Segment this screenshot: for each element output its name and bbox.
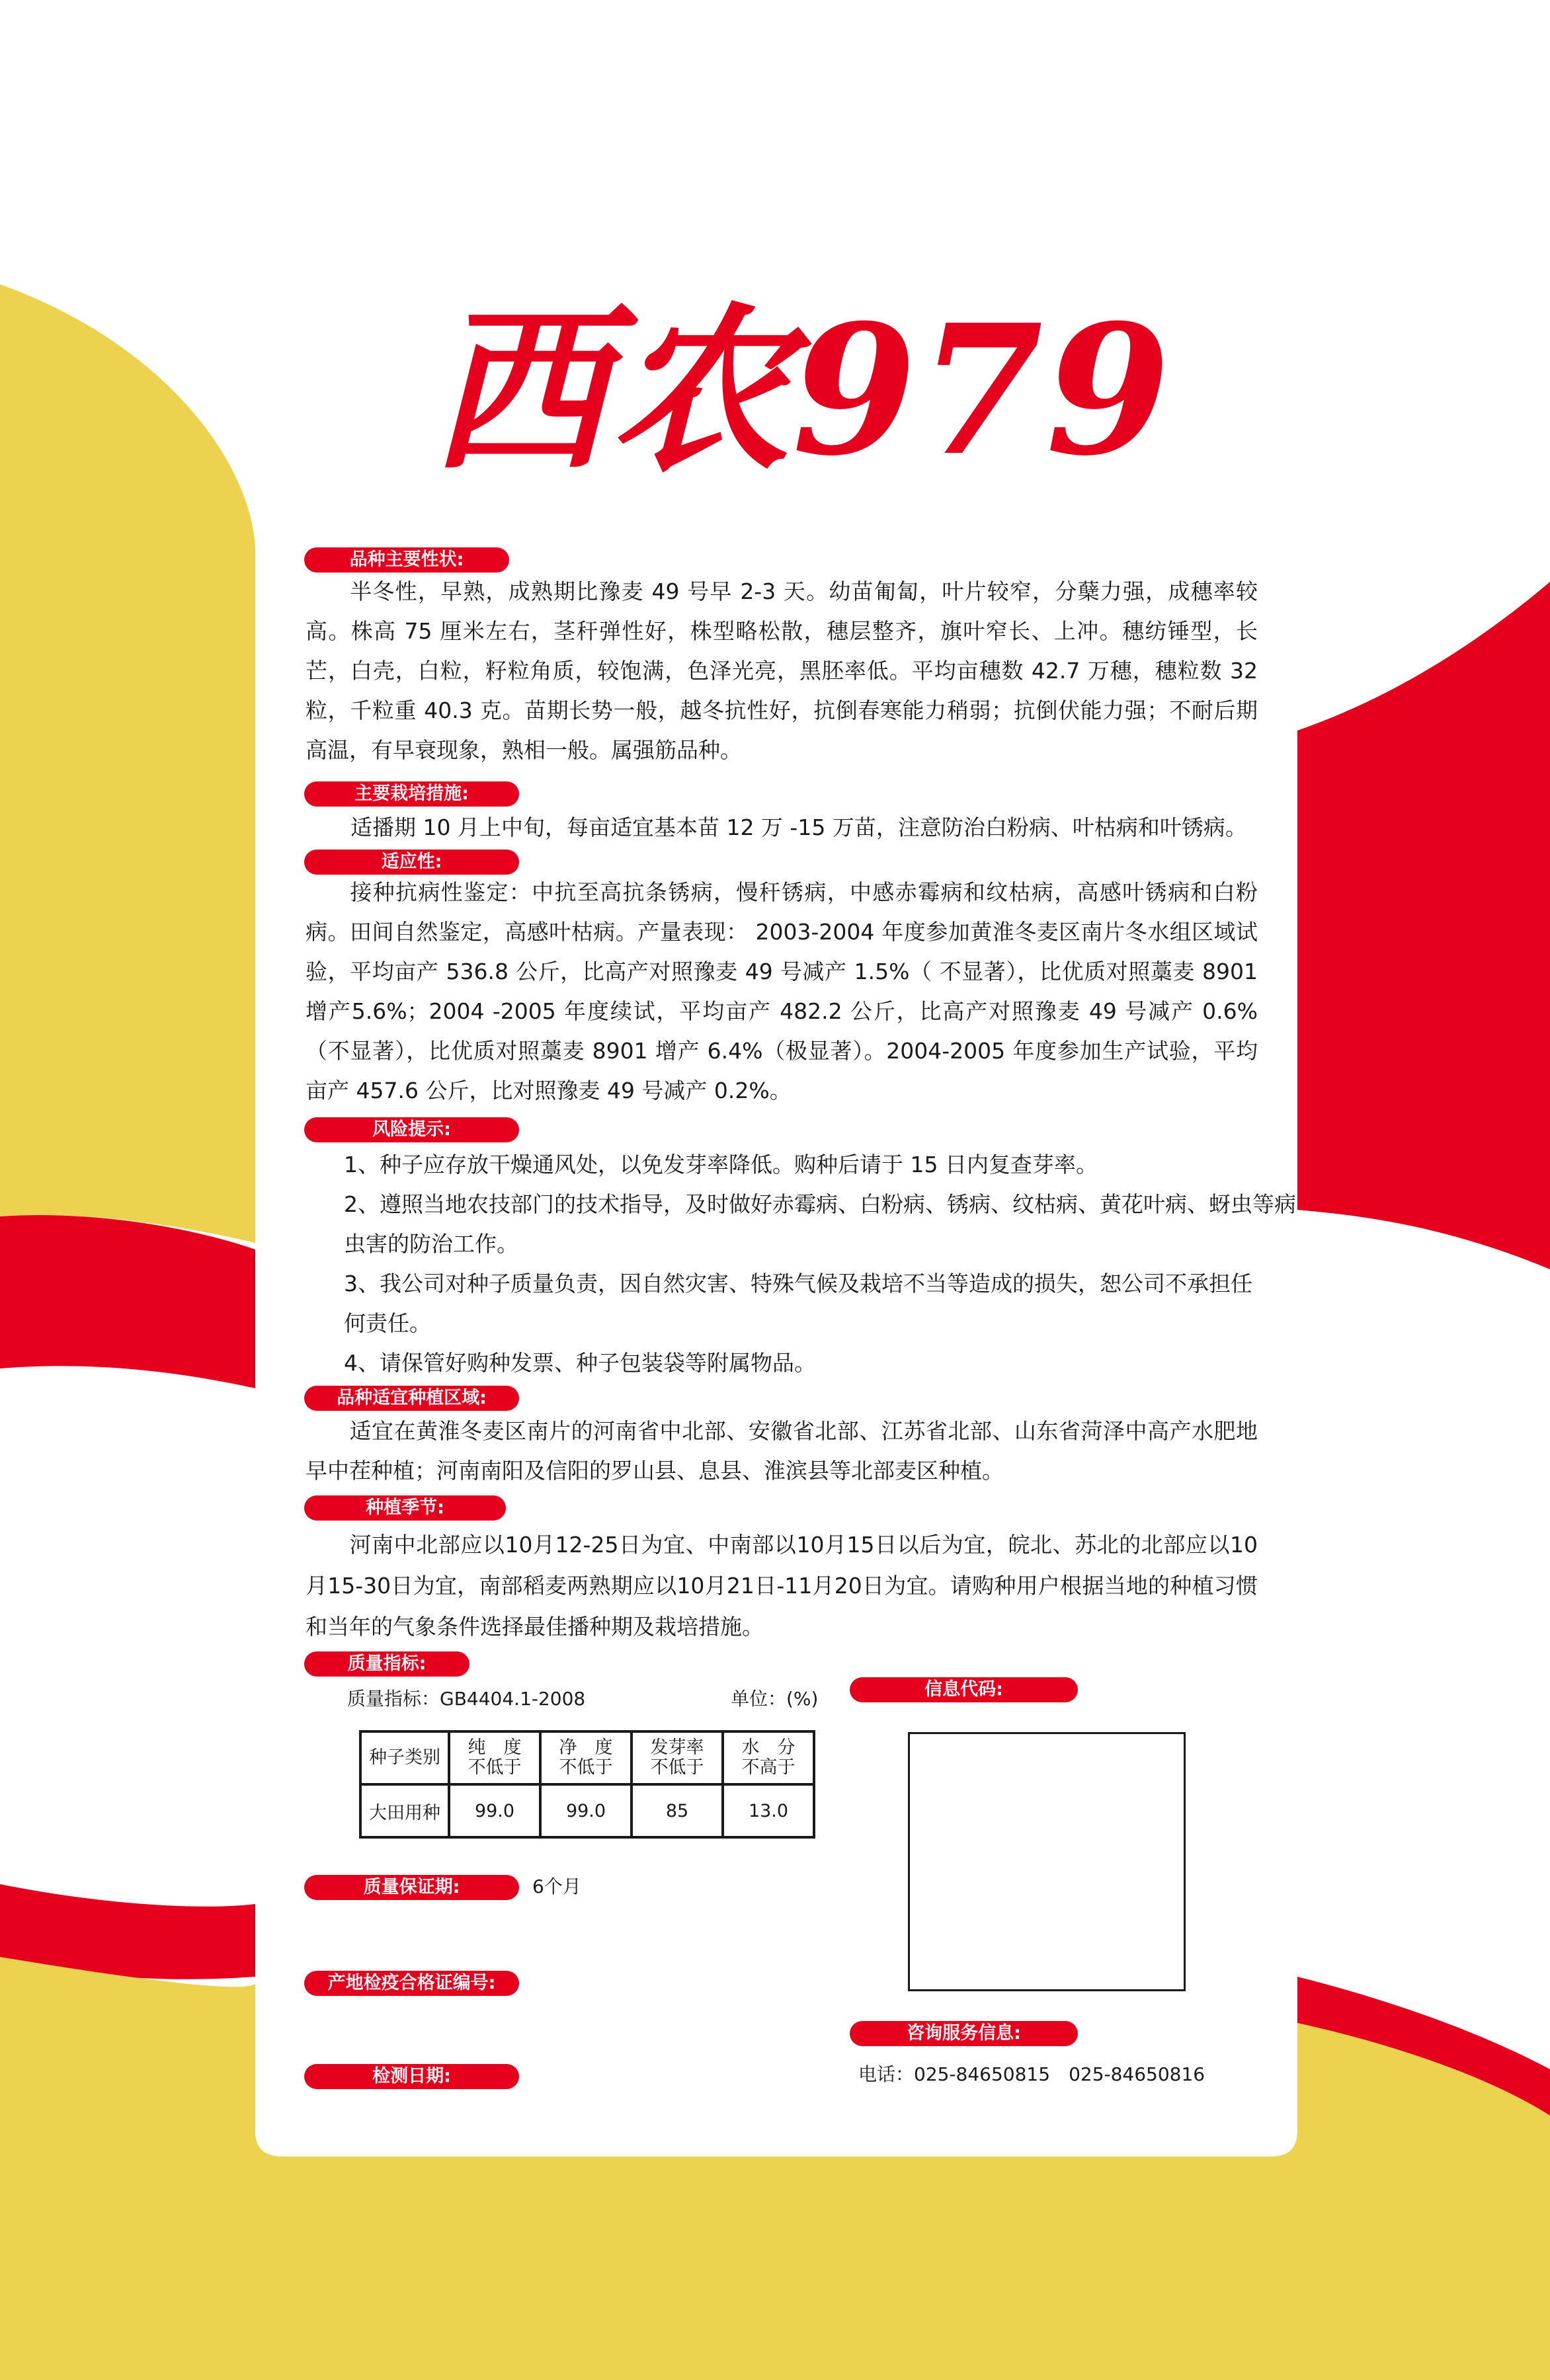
season-text [306,1525,1258,1647]
header-sub: 不低于 [559,1757,613,1778]
quality-table-cell: 13.0 [723,1784,814,1837]
header-name: 水 分 [741,1737,795,1758]
yellow-swoosh-left [0,284,255,1243]
risk-item: 虫害的防治工作。 [344,1231,518,1257]
quality-table-cell: 99.0 [540,1784,632,1837]
adaptability-text [306,873,1258,1111]
season-line: 和当年的气象条件选择最佳播种期及栽培措施。 [306,1614,764,1640]
quality-table-corner: 种子类别 [360,1731,449,1784]
service-phone: 电话：025-84650815 025-84650816 [858,2063,1205,2085]
traits-line: 一般。属强筋品种。 [546,737,742,763]
quality-table-row [360,1784,814,1837]
quality-standard: 质量指标：GB4404.1-2008 [347,1688,586,1710]
section-label-quarantine: 产地检疫合格证编号: [304,1971,519,1996]
risk-item: 4、请保管好购种发票、种子包装袋等附属物品。 [344,1350,816,1376]
section-label-adaptability: 适应性: [304,850,519,875]
section-label-region: 品种适宜种植区域: [304,1386,519,1411]
season-line: 月15-30日为宜，南部稻麦两熟期应以10月21日-11月20日为宜。请购种用户根据当地的种植习惯 [306,1573,1258,1599]
red-swoosh-right [1297,582,1550,1269]
adaptability-line: 比对照豫麦 49 号减产 0.2%。 [491,1078,792,1103]
quality-table [359,1730,815,1839]
adaptability-line: 比优质对照藁麦 8901 增产 6.4%（极显著）。2004-2005 年度参加生产试验，平均亩产 457.6 公斤， [306,1038,1258,1103]
risk-item: 1、种子应存放干燥通风处，以免发芽率降低。购种后请于 15 日内复查芽率。 [344,1152,1098,1177]
quality-table-header-cell [723,1731,814,1784]
section-label-traits: 品种主要性状: [304,547,509,573]
info-code-box [908,1732,1186,1991]
header-sub: 不低于 [468,1757,522,1778]
region-line: 适宜在黄淮冬麦区南片的河南省中北部、安徽省北部、江苏省北部、山东省菏泽中高产水肥 [349,1418,1236,1444]
section-label-season: 种植季节: [304,1495,506,1521]
region-text [306,1411,1258,1491]
risk-item: 何责任。 [344,1310,431,1336]
adaptability-line: 5.6%；2004 -2005 年度续试，平均亩产 482.2 公斤，比高产对照豫麦 49 号减产 0.6%（不显著）， [306,998,1258,1064]
section-label-info-code: 信息代码: [850,1677,1078,1702]
traits-line: 期长势一般，越冬抗性好，抗倒春寒能力稍弱；抗倒伏能力强；不耐后期高温，有早衰现象，熟相 [306,697,1258,763]
risk-item: 3、我公司对种子质量负责，因自然灾害、特殊气候及栽培不当等造成的损失，恕公司不承担任 [344,1271,1252,1296]
cultivation-text: 适播期 10 月上中旬，每亩适宜基本苗 12 万 -15 万苗，注意防治白粉病、叶枯病和叶锈病。 [350,814,1247,840]
section-label-test-date: 检测日期: [304,2064,519,2089]
section-label-cultivation: 主要栽培措施: [304,781,519,807]
quality-table-header-cell [632,1731,723,1784]
adaptability-line: 接种抗病性鉴定：中抗至高抗条锈病，慢秆锈病，中感赤霉病和纹枯病，高感叶锈病和白粉病。 [306,879,1258,945]
header-sub: 不低于 [650,1757,704,1778]
region-line: 地早中茬种植；河南南阳及信阳的罗山县、息县、淮滨县等北部麦区种植。 [306,1418,1258,1484]
traits-line: 高 75 厘米左右，茎秆弹性好，株型略松散，穗层整齐，旗叶窄长、上冲。穗纺锤型，长芒，白壳，白粒， [306,618,1258,684]
traits-line: 半冬性，早熟，成熟期比豫麦 49 号早 2-3 天。幼苗匍匐，叶片较窄，分蘖力强，成穗率较高。株 [306,578,1258,644]
red-swoosh-left [0,1215,255,1388]
section-label-warranty: 质量保证期: [304,1875,519,1900]
quality-table-cell: 85 [632,1784,723,1837]
quality-table-header-row [360,1731,814,1784]
header-sub: 不高于 [741,1757,795,1778]
section-label-quality: 质量指标: [304,1651,469,1677]
quality-table-row-label: 大田用种 [360,1784,449,1837]
header-name: 发芽率 [650,1737,704,1758]
season-line: 河南中北部应以10月12-25日为宜、中南部以10月15日以后为宜，皖北、苏北的北部应以10 [349,1532,1258,1558]
quality-table-cell: 99.0 [449,1784,540,1837]
header-name: 纯 度 [468,1737,522,1758]
adaptability-line: 田间自然鉴定，高感叶枯病。产量表现： 2003-2004 年度参加黄淮冬麦区南片冬水组区域试验，平 [306,919,1258,984]
traits-line: 籽粒角质，较饱满，色泽光亮，黑胚率低。平均亩穗数 42.7 万穗，穗粒数 32 粒，千粒重 40.3 克。苗 [306,658,1258,723]
section-label-risk: 风险提示: [304,1117,519,1142]
quality-table-header-cell [540,1731,632,1784]
warranty-value: 6个月 [532,1876,581,1897]
traits-text [306,572,1258,770]
product-title: 西农979 [430,285,1173,495]
quality-table-header-cell [449,1731,540,1784]
risk-item: 2、遵照当地农技部门的技术指导，及时做好赤霉病、白粉病、锈病、纹枯病、黄花叶病、蚜虫等病 [344,1191,1296,1217]
header-name: 净 度 [559,1737,613,1758]
adaptability-line: 均亩产 536.8 公斤，比高产对照豫麦 49 号减产 1.5%（ 不显著），比优质对照藁麦 8901 增产 [306,959,1258,1024]
quality-unit: 单位：(%) [731,1688,819,1710]
section-label-service: 咨询服务信息: [850,2021,1078,2046]
